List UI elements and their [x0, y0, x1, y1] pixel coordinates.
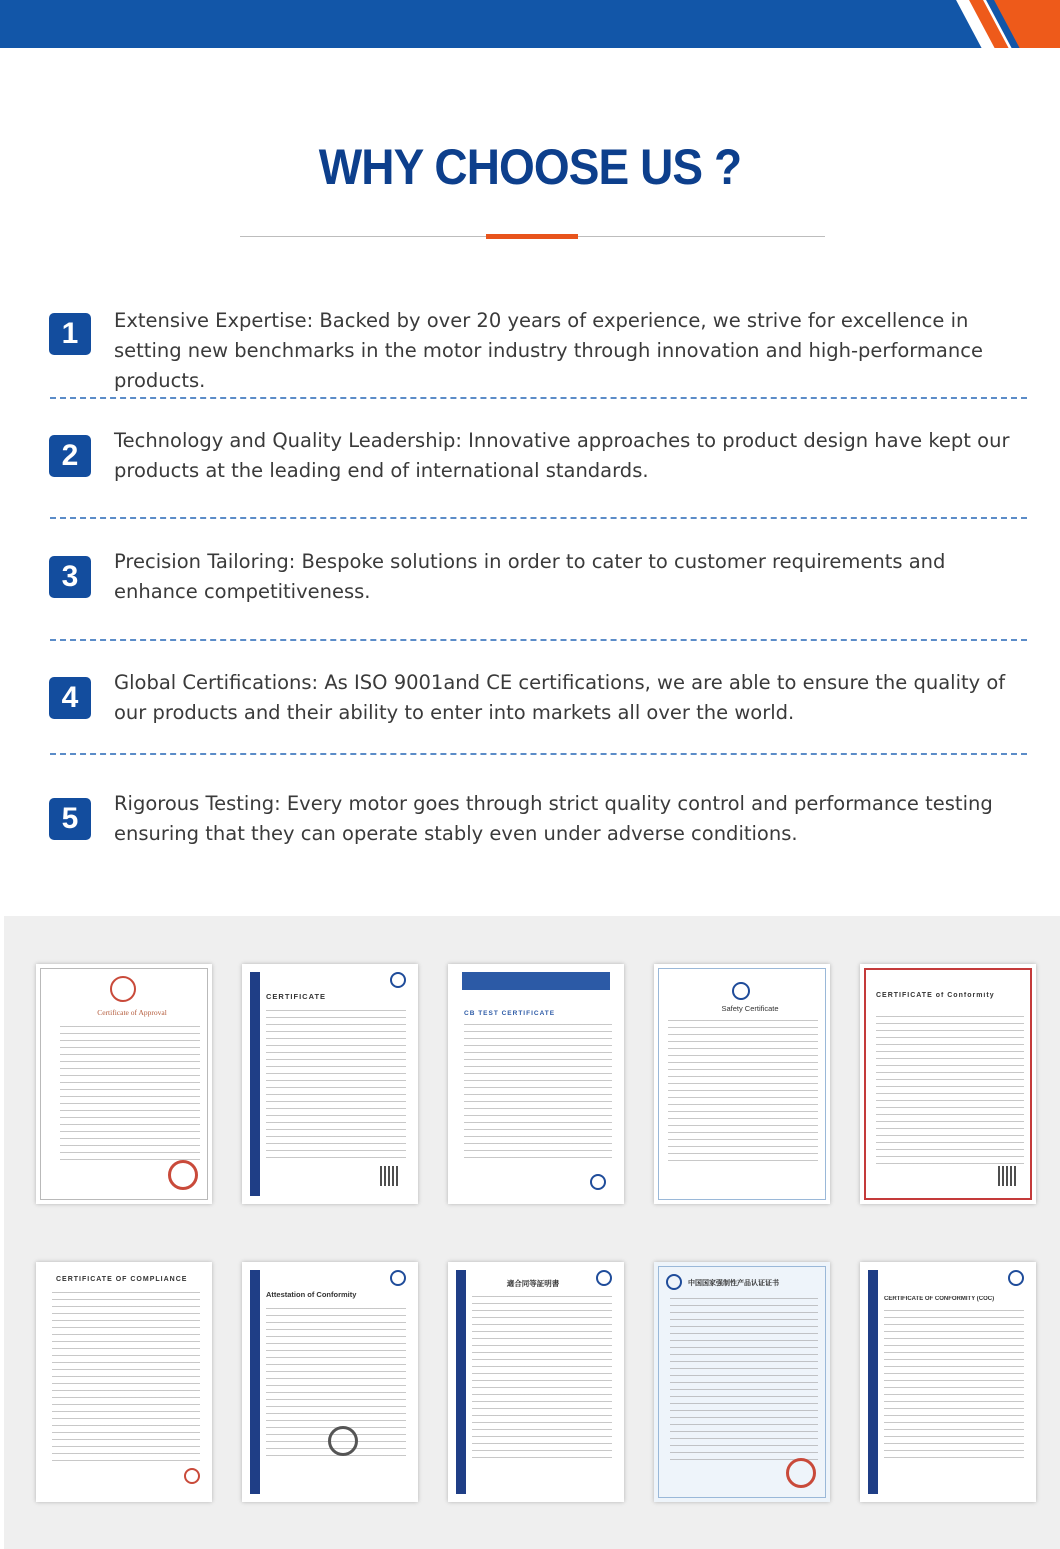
ccc-logo-icon [666, 1274, 682, 1290]
saa-logo-icon [110, 976, 136, 1002]
certificate-heading: CERTIFICATE OF CONFORMITY (COC) [884, 1296, 995, 1302]
certificate-image[interactable] [242, 964, 418, 1204]
certificate-side-band [250, 1270, 260, 1494]
certificate-body-text [670, 1298, 818, 1462]
reason-number-badge: 3 [49, 556, 91, 598]
reason-text: Rigorous Testing: Every motor goes through strict quality control and performance testing ensuring that they can operate stably even under adverse conditions. [114, 792, 993, 845]
certifier-logo-icon [590, 1174, 606, 1190]
dashed-divider [50, 517, 1027, 519]
certifier-logo-icon [390, 972, 406, 988]
certificate-heading: CB TEST CERTIFICATE [464, 1010, 556, 1017]
reason-number-badge: 2 [49, 435, 91, 477]
iec-header-band [462, 972, 610, 990]
title-accent-bar [486, 234, 578, 239]
certificate-body-text [266, 1010, 406, 1164]
reason-number-badge: 1 [49, 313, 91, 355]
dashed-divider [50, 753, 1027, 755]
certificate-heading: CERTIFICATE [266, 992, 327, 1001]
top-banner [0, 0, 1060, 48]
certificate-heading: Safety Certificate [721, 1004, 779, 1013]
certificate-body-text [472, 1296, 612, 1462]
certificate-image[interactable] [654, 1262, 830, 1502]
certificate-body-text [668, 1020, 818, 1164]
certificate-image[interactable] [36, 964, 212, 1204]
certificate-heading: Attestation of Conformity [266, 1290, 357, 1299]
kc-logo-icon [732, 982, 750, 1000]
certificate-heading: Certificate of Approval [97, 1008, 167, 1017]
certificate-heading: CERTIFICATE OF COMPLIANCE [56, 1276, 188, 1283]
certificate-body-text [464, 1024, 612, 1164]
certificate-image[interactable] [860, 964, 1036, 1204]
certifier-logo-icon [390, 1270, 406, 1286]
certificate-image[interactable] [448, 1262, 624, 1502]
certifier-logo-icon [1008, 1270, 1024, 1286]
dashed-divider [50, 639, 1027, 641]
page-title: WHY CHOOSE US ? [318, 139, 742, 195]
certificate-image[interactable] [448, 964, 624, 1204]
certificate-heading: CERTIFICATE of Conformity [876, 992, 995, 999]
reason-text: Precision Tailoring: Bespoke solutions in order to cater to customer requirements and enhance competitiveness. [114, 550, 946, 603]
certificate-image[interactable] [654, 964, 830, 1204]
qr-code-icon [380, 1166, 400, 1186]
certificate-seal-icon [168, 1160, 198, 1190]
certificate-heading: 適合同等証明書 [506, 1279, 560, 1288]
certificate-side-band [250, 972, 260, 1196]
certificate-body-text [884, 1310, 1024, 1462]
certifier-logo-icon [596, 1270, 612, 1286]
certificate-body-text [876, 1016, 1024, 1164]
certificate-body-text [60, 1026, 200, 1164]
tuv-seal-icon [328, 1426, 358, 1456]
reason-text: Extensive Expertise: Backed by over 20 years of experience, we strive for excellence in setting new benchmarks in the motor industry through innovation and high-performance products. [114, 309, 983, 392]
certificate-image[interactable] [36, 1262, 212, 1502]
qr-code-icon [998, 1166, 1018, 1186]
certificate-body-text [52, 1292, 200, 1462]
certificate-seal-icon [786, 1458, 816, 1488]
certificate-side-band [456, 1270, 466, 1494]
reason-number-badge: 4 [49, 677, 91, 719]
reason-text: Global Certifications: As ISO 9001and CE certifications, we are able to ensure the quality of our products and their ability to enter into markets all over the world. [114, 671, 1006, 724]
certificates-gallery [4, 916, 1060, 1549]
certificate-image[interactable] [860, 1262, 1036, 1502]
dashed-divider [50, 397, 1027, 399]
certificate-image[interactable] [242, 1262, 418, 1502]
reason-number-badge: 5 [49, 798, 91, 840]
certificate-heading: 中国国家强制性产品认证证书 [688, 1280, 779, 1287]
reason-text: Technology and Quality Leadership: Innovative approaches to product design have kept our products at the leading end of international standards. [114, 429, 1010, 482]
ul-logo-icon [184, 1468, 200, 1484]
certificate-side-band [868, 1270, 878, 1494]
